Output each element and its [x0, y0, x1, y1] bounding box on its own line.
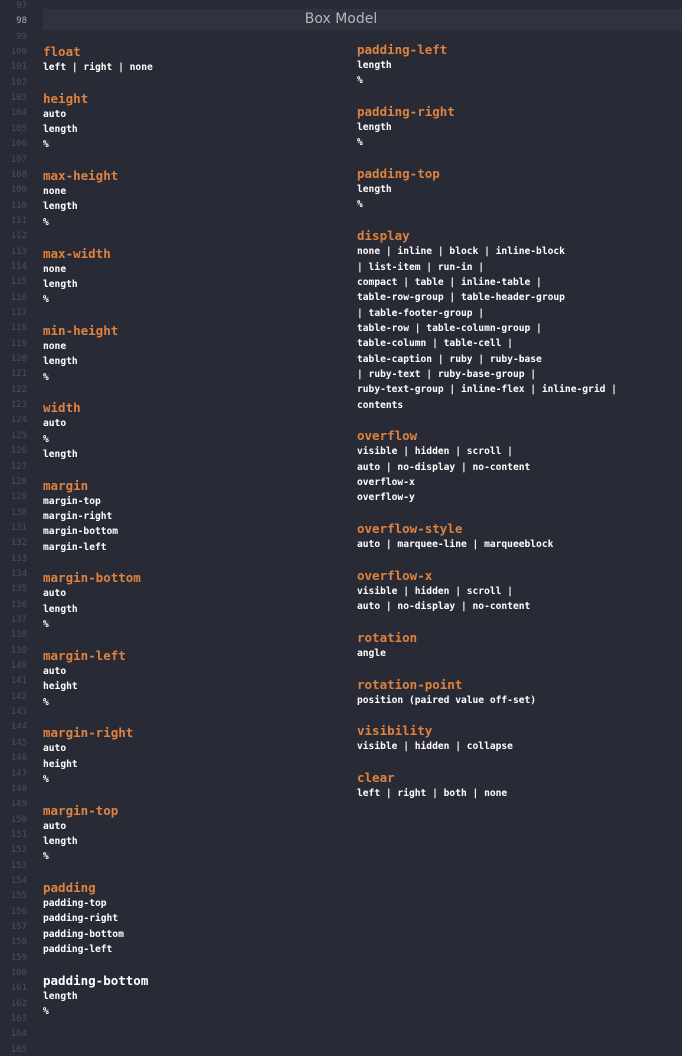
property-value: length — [43, 603, 78, 615]
property-name: overflow-x — [357, 567, 433, 583]
property-name: float — [43, 44, 81, 59]
property-value: % — [43, 139, 49, 151]
line-number: 119 — [10, 338, 27, 349]
property-value: table-row-group | table-header-group — [357, 292, 565, 304]
line-number: 148 — [10, 783, 27, 794]
line-number: 121 — [10, 369, 27, 380]
line-number: 138 — [10, 630, 27, 641]
property-value: length — [43, 356, 78, 368]
line-number: 111 — [10, 215, 27, 226]
property-name: visibility — [357, 723, 433, 739]
line-number: 164 — [10, 1029, 27, 1040]
line-number: 125 — [10, 430, 27, 441]
property-value: length — [43, 990, 78, 1002]
property-value: table-column | table-cell | — [357, 338, 513, 350]
property-value: % — [43, 851, 49, 863]
line-number: 126 — [10, 446, 27, 457]
line-number: 101 — [10, 62, 27, 73]
line-number: 149 — [10, 799, 27, 810]
line-number: 147 — [10, 768, 27, 779]
line-number: 110 — [10, 200, 27, 211]
line-number: 108 — [10, 169, 27, 180]
property-value: position (paired value off-set) — [357, 694, 537, 706]
line-number: 156 — [10, 906, 27, 917]
property-value: length — [43, 449, 78, 460]
property-value: height — [43, 758, 78, 770]
line-number: 132 — [10, 538, 27, 549]
line-number: 98 — [16, 16, 27, 27]
property-value: % — [43, 773, 49, 785]
line-number: 161 — [10, 983, 27, 994]
line-number: 146 — [10, 753, 27, 764]
property-value: left | right | none — [43, 62, 153, 73]
property-value: contents — [357, 399, 404, 411]
line-number: 104 — [10, 108, 27, 119]
section-title: Box Model — [304, 11, 378, 27]
property-value: | ruby-text | ruby-base-group | — [357, 368, 537, 380]
line-number: 145 — [10, 737, 27, 748]
property-name: margin — [43, 477, 89, 493]
property-name: margin-right — [43, 725, 134, 741]
line-number: 122 — [10, 384, 27, 395]
property-value: auto | no-display | no-content — [357, 601, 531, 613]
line-number: 100 — [10, 47, 27, 58]
property-value: auto — [43, 820, 67, 832]
property-value: | table-footer-group | — [357, 307, 485, 319]
property-name: padding-top — [357, 166, 440, 182]
property-value: visible | hidden | scroll | — [357, 585, 513, 597]
line-number: 157 — [10, 922, 27, 932]
property-value: % — [43, 696, 49, 708]
line-number: 151 — [10, 829, 27, 840]
property-value: auto | no-display | no-content — [357, 461, 531, 473]
property-value: % — [357, 75, 363, 87]
line-number: 141 — [10, 676, 27, 687]
line-number: 127 — [10, 461, 27, 472]
property-value: ruby-text-group | inline-flex | inline-grid | — [357, 384, 617, 396]
property-name: clear — [357, 769, 395, 785]
line-number: 114 — [10, 261, 27, 272]
property-value: % — [357, 199, 363, 211]
line-number: 112 — [10, 231, 27, 242]
property-value: length — [43, 278, 78, 290]
line-number: 165 — [10, 1044, 27, 1055]
property-value: visible | hidden | scroll | — [357, 446, 513, 458]
line-number: 136 — [10, 599, 27, 610]
property-value: margin-top — [43, 495, 101, 507]
property-name: display — [357, 228, 410, 244]
line-number: 133 — [10, 553, 27, 564]
line-number: 128 — [10, 476, 27, 487]
line-number: 107 — [10, 154, 27, 165]
property-name: overflow-style — [357, 521, 463, 537]
property-value: length — [43, 836, 78, 847]
property-value: none | inline | block | inline-block — [357, 246, 565, 258]
line-number: 99 — [16, 31, 27, 42]
property-value: margin-left — [43, 541, 107, 553]
line-number: 97 — [16, 1, 27, 11]
property-value: auto — [43, 665, 67, 677]
property-value: % — [43, 433, 49, 445]
line-number: 105 — [10, 123, 27, 134]
property-name: max-width — [43, 245, 111, 261]
line-number: 115 — [10, 277, 27, 288]
line-number: 123 — [10, 400, 27, 411]
line-number: 118 — [10, 323, 27, 334]
line-number: 109 — [10, 185, 27, 196]
line-number: 150 — [10, 814, 27, 825]
property-value: length — [357, 122, 392, 134]
line-number: 117 — [10, 308, 27, 318]
line-number: 120 — [10, 354, 27, 365]
property-value: angle — [357, 647, 386, 659]
property-name: min-height — [43, 322, 119, 338]
property-value: compact | table | inline-table | — [357, 276, 542, 288]
line-number: 152 — [10, 845, 27, 856]
line-number: 143 — [10, 707, 27, 718]
line-number: 135 — [10, 584, 27, 595]
property-value: overflow-y — [357, 492, 415, 504]
property-value: % — [43, 216, 49, 228]
line-number: 130 — [10, 507, 27, 518]
line-number: 134 — [10, 568, 27, 579]
line-number: 153 — [10, 860, 27, 871]
property-name: margin-top — [43, 802, 119, 818]
property-value: none — [43, 263, 67, 275]
property-name: margin-bottom — [43, 570, 141, 586]
property-name: margin-left — [43, 647, 126, 663]
line-number: 106 — [10, 139, 27, 150]
property-value: auto | marquee-line | marqueeblock — [357, 539, 554, 551]
line-number: 139 — [10, 645, 27, 656]
property-value: auto — [43, 108, 67, 120]
property-value: auto — [43, 418, 67, 430]
property-name: padding — [43, 880, 96, 896]
property-value: length — [357, 60, 392, 71]
line-number: 102 — [10, 77, 27, 88]
property-value: none — [43, 340, 67, 352]
property-value: auto — [43, 588, 67, 600]
property-value: margin-bottom — [43, 526, 119, 538]
line-number: 160 — [10, 968, 27, 979]
line-number: 154 — [10, 875, 27, 886]
line-number: 129 — [10, 492, 27, 503]
property-name: rotation-point — [357, 676, 463, 692]
line-number: 113 — [10, 246, 27, 257]
line-number: 155 — [10, 891, 27, 902]
property-value: padding-right — [43, 913, 119, 925]
property-value: length — [357, 184, 392, 196]
line-number: 140 — [10, 661, 27, 672]
property-value: | list-item | run-in | — [357, 261, 485, 273]
property-value: % — [43, 294, 49, 306]
property-name: padding-right — [357, 104, 455, 120]
line-number: 131 — [10, 522, 27, 533]
property-value: padding-bottom — [43, 928, 124, 940]
property-name: overflow — [357, 428, 418, 444]
property-value: height — [43, 681, 78, 693]
property-value: auto — [43, 743, 67, 755]
property-value: padding-top — [43, 898, 107, 910]
property-name: height — [43, 90, 89, 106]
property-name: padding-bottom — [43, 972, 149, 988]
line-number: 103 — [10, 93, 27, 104]
property-value: left | right | both | none — [357, 787, 508, 799]
line-number: 158 — [10, 937, 27, 948]
property-value: length — [43, 201, 78, 213]
property-value: overflow-x — [357, 477, 415, 489]
property-value: none — [43, 186, 67, 198]
property-value: % — [357, 137, 363, 149]
property-name: rotation — [357, 629, 418, 645]
property-value: table-caption | ruby | ruby-base — [357, 353, 542, 365]
line-number: 163 — [10, 1014, 27, 1025]
line-number: 137 — [10, 615, 27, 625]
line-number: 162 — [10, 998, 27, 1009]
property-name: width — [43, 400, 81, 416]
property-name: max-height — [43, 168, 119, 184]
property-value: table-row | table-column-group | — [357, 322, 542, 334]
property-value: length — [43, 124, 78, 136]
property-value: % — [43, 619, 49, 631]
property-name: padding-left — [357, 42, 448, 57]
property-value: % — [43, 1006, 49, 1018]
property-value: % — [43, 371, 49, 383]
line-number: 159 — [10, 952, 27, 963]
line-number: 144 — [10, 722, 27, 733]
line-number: 142 — [10, 691, 27, 702]
line-number: 116 — [10, 292, 27, 303]
line-number: 124 — [10, 415, 27, 426]
property-value: visible | hidden | collapse — [357, 741, 513, 753]
property-value: margin-right — [43, 511, 113, 523]
property-value: padding-left — [43, 944, 113, 956]
